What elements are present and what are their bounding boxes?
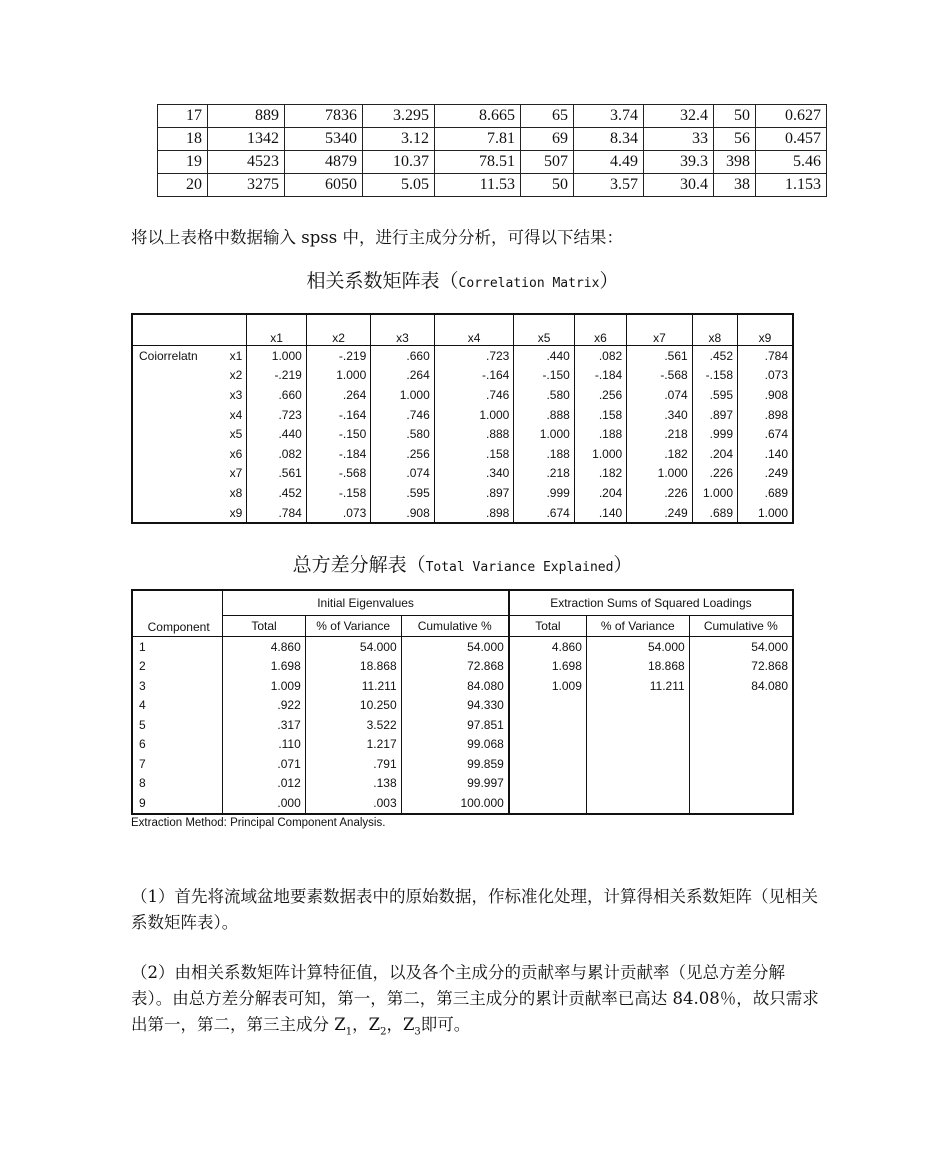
table-cell: 4879	[285, 151, 363, 174]
table-cell: .452	[247, 483, 306, 503]
table-cell: .999	[514, 483, 574, 503]
table-row	[132, 503, 793, 524]
table-cell: .791	[305, 754, 401, 774]
table-cell: .440	[514, 346, 574, 366]
table-cell: 50	[714, 105, 756, 128]
table-row	[132, 385, 793, 405]
table-cell: .140	[574, 503, 626, 524]
table-cell	[509, 735, 587, 755]
initial-eigenvalues-header: Initial Eigenvalues	[223, 590, 509, 616]
column-header: % of Variance	[305, 616, 401, 637]
table-cell: 1.009	[223, 676, 305, 696]
table-cell: 7.81	[435, 128, 521, 151]
table-row	[132, 444, 793, 464]
column-header: % of Variance	[586, 616, 689, 637]
table-cell: 3.295	[363, 105, 435, 128]
table-cell: .440	[247, 424, 306, 444]
table-row	[158, 105, 827, 128]
table-cell: 4523	[208, 151, 285, 174]
table-cell: 18	[158, 128, 208, 151]
table-cell: 56	[714, 128, 756, 151]
table-cell	[509, 754, 587, 774]
table-cell	[689, 793, 793, 814]
table-row	[132, 657, 793, 677]
table-cell: 1.000	[434, 405, 514, 425]
table-cell: 3.74	[574, 105, 644, 128]
table-cell: .452	[692, 346, 737, 366]
table-cell: .138	[305, 774, 401, 794]
table-cell: 1.000	[574, 444, 626, 464]
table-cell: 1.000	[738, 503, 794, 524]
table-cell: -.184	[306, 444, 370, 464]
table-row	[132, 735, 793, 755]
caption-en: Total Variance Explained	[425, 560, 614, 575]
table-cell: .074	[627, 385, 692, 405]
table-cell: .674	[738, 424, 794, 444]
table-cell: 54.000	[689, 637, 793, 657]
table-cell	[689, 754, 793, 774]
table-cell: 97.851	[401, 715, 509, 735]
z1-symbol: $Z_1$	[334, 1015, 353, 1038]
table-cell	[586, 774, 689, 794]
table-row	[132, 696, 793, 716]
table-cell: .000	[223, 793, 305, 814]
table-cell: .897	[434, 483, 514, 503]
table-cell: 1.000	[371, 385, 434, 405]
table-cell: 1342	[208, 128, 285, 151]
table-cell: 1.217	[305, 735, 401, 755]
table-cell: 99.068	[401, 735, 509, 755]
table-cell: .226	[692, 464, 737, 484]
table-cell: 17	[158, 105, 208, 128]
table-cell: 18.868	[586, 657, 689, 677]
table-cell: 11.53	[435, 174, 521, 197]
table-cell	[586, 735, 689, 755]
paragraph-2-text: （2）由相关系数矩阵计算特征值，以及各个主成分的贡献率与累计贡献率（见总方差分解表）。由总方差分解表可知，第一，第二，第三主成分的累计贡献率已高达 84.08％，故只需求出第一，第二，第三主成分	[131, 963, 819, 1034]
column-header: Cumulative %	[689, 616, 793, 637]
table-cell: .249	[627, 503, 692, 524]
table-cell: 507	[521, 151, 574, 174]
table-row	[132, 676, 793, 696]
table-cell: 54.000	[401, 637, 509, 657]
table-cell: 6050	[285, 174, 363, 197]
table-cell: .188	[574, 424, 626, 444]
table-cell: 18.868	[305, 657, 401, 677]
caption-en: Correlation Matrix	[458, 276, 600, 291]
row-variable: x2	[229, 368, 243, 383]
table-cell: 4.860	[509, 637, 587, 657]
table-cell: .561	[247, 464, 306, 484]
table-cell: 99.859	[401, 754, 509, 774]
table-cell: 3275	[208, 174, 285, 197]
table-row	[132, 774, 793, 794]
table-cell: 100.000	[401, 793, 509, 814]
table-row	[132, 754, 793, 774]
table-cell: .898	[434, 503, 514, 524]
table-cell: .158	[434, 444, 514, 464]
column-header: x9	[738, 314, 794, 346]
empty-cell	[132, 405, 211, 425]
table-cell: 4.860	[223, 637, 305, 657]
column-header: Total	[223, 616, 305, 637]
caption-close: ）	[613, 554, 633, 576]
table-cell: 7836	[285, 105, 363, 128]
table-cell: 39.3	[644, 151, 714, 174]
table-cell: .595	[371, 483, 434, 503]
table-cell: .188	[514, 444, 574, 464]
empty-cell	[132, 385, 211, 405]
table-cell: .723	[434, 346, 514, 366]
table-cell	[509, 696, 587, 716]
table-cell: 50	[521, 174, 574, 197]
caption-close: ）	[599, 270, 619, 292]
table-cell	[586, 793, 689, 814]
table-cell: .204	[574, 483, 626, 503]
component-number: 8	[139, 776, 146, 791]
table-cell	[689, 696, 793, 716]
table-cell: .723	[247, 405, 306, 425]
table-cell: 1.000	[306, 366, 370, 386]
column-header: x1	[247, 314, 306, 346]
correlation-matrix-caption	[131, 266, 794, 293]
empty-cell	[132, 483, 211, 503]
table-cell: 94.330	[401, 696, 509, 716]
table-cell	[586, 696, 689, 716]
caption-cn: 相关系数矩阵表（	[306, 270, 459, 292]
table-cell: 3.12	[363, 128, 435, 151]
table-cell: 1.009	[509, 676, 587, 696]
paragraph-1: （1）首先将流域盆地要素数据表中的原始数据，作标准化处理，计算得相关系数矩阵（见相关系数矩阵表）。	[131, 887, 818, 932]
table-cell: .784	[738, 346, 794, 366]
column-header: x2	[306, 314, 370, 346]
header-row	[132, 314, 793, 346]
table-row	[132, 405, 793, 425]
column-header: x5	[514, 314, 574, 346]
table-cell: .580	[371, 424, 434, 444]
extraction-method-note: Extraction Method: Principal Component Analysis.	[131, 817, 386, 829]
table-cell: .660	[371, 346, 434, 366]
column-header: x7	[627, 314, 692, 346]
table-cell: 84.080	[401, 676, 509, 696]
table-cell: .317	[223, 715, 305, 735]
table-cell: .908	[738, 385, 794, 405]
table-cell: 4.49	[574, 151, 644, 174]
table-cell: .003	[305, 793, 401, 814]
table-row	[158, 128, 827, 151]
column-header: x8	[692, 314, 737, 346]
table-cell: 1.000	[692, 483, 737, 503]
table-cell: .689	[738, 483, 794, 503]
table-cell: -.150	[306, 424, 370, 444]
table-cell: .074	[371, 464, 434, 484]
table-cell: .689	[692, 503, 737, 524]
table-cell: 1.153	[756, 174, 827, 197]
table-cell: 5.46	[756, 151, 827, 174]
table-cell: -.568	[627, 366, 692, 386]
table-cell: .218	[514, 464, 574, 484]
table-cell: .888	[434, 424, 514, 444]
table-cell: .746	[371, 405, 434, 425]
table-cell: 1.698	[509, 657, 587, 677]
table-cell: .888	[514, 405, 574, 425]
column-header: x3	[371, 314, 434, 346]
table-cell: 10.37	[363, 151, 435, 174]
table-row	[132, 793, 793, 814]
variance-table-caption	[131, 550, 794, 577]
column-header: Total	[509, 616, 587, 637]
component-header: Component	[132, 590, 223, 637]
caption-cn: 总方差分解表（	[292, 554, 426, 576]
table-cell: 11.211	[586, 676, 689, 696]
table-cell	[509, 774, 587, 794]
table-cell: 1.000	[514, 424, 574, 444]
component-number: 6	[139, 737, 146, 752]
table-cell: -.219	[247, 366, 306, 386]
table-cell: .218	[627, 424, 692, 444]
table-cell: .249	[738, 464, 794, 484]
group-header-row	[132, 590, 793, 616]
component-number: 3	[139, 678, 146, 693]
row-variable: x3	[229, 387, 243, 402]
table-cell: .264	[306, 385, 370, 405]
table-cell: .922	[223, 696, 305, 716]
table-row	[132, 346, 793, 366]
table-cell: -.219	[306, 346, 370, 366]
table-cell	[509, 715, 587, 735]
table-cell: .660	[247, 385, 306, 405]
table-cell: 30.4	[644, 174, 714, 197]
table-cell: .182	[574, 464, 626, 484]
table-cell: 398	[714, 151, 756, 174]
table-cell: -.158	[306, 483, 370, 503]
table-cell: 78.51	[435, 151, 521, 174]
table-cell: .204	[692, 444, 737, 464]
component-number: 2	[139, 659, 146, 674]
component-number: 5	[139, 717, 146, 732]
table-cell: 65	[521, 105, 574, 128]
table-cell: .082	[247, 444, 306, 464]
table-cell: .264	[371, 366, 434, 386]
row-variable: x6	[229, 446, 243, 461]
extraction-loadings-header: Extraction Sums of Squared Loadings	[509, 590, 793, 616]
empty-cell	[132, 366, 211, 386]
corner-cell	[211, 314, 247, 346]
table-cell: 38	[714, 174, 756, 197]
table-cell: 33	[644, 128, 714, 151]
table-row	[132, 715, 793, 735]
table-row	[132, 483, 793, 503]
table-cell: -.184	[574, 366, 626, 386]
table-cell: 72.868	[401, 657, 509, 677]
table-cell: 3.57	[574, 174, 644, 197]
column-header: x4	[434, 314, 514, 346]
column-header: Cumulative %	[401, 616, 509, 637]
table-cell	[509, 793, 587, 814]
table-cell: 1.000	[627, 464, 692, 484]
table-row	[132, 424, 793, 444]
table-cell: -.150	[514, 366, 574, 386]
table-cell: .158	[574, 405, 626, 425]
table-cell: 8.665	[435, 105, 521, 128]
z3-symbol: $Z_3$	[402, 1015, 421, 1038]
corner-cell	[132, 314, 211, 346]
table-cell: .908	[371, 503, 434, 524]
table-cell: .897	[692, 405, 737, 425]
table-cell: 1.698	[223, 657, 305, 677]
paragraph-2: （2）由相关系数矩阵计算特征值，以及各个主成分的贡献率与累计贡献率（见总方差分解表）。由总方差分解表可知，第一，第二，第三主成分的累计贡献率已高达 84.08％，故只需求出第一，第二，第三主成分 $Z_1$，$Z_2$，$Z_3$即可。	[131, 963, 819, 1038]
empty-cell	[132, 503, 211, 524]
component-number: 4	[139, 698, 146, 713]
row-variable: x9	[229, 505, 243, 520]
table-cell: .226	[627, 483, 692, 503]
correlation-matrix-table	[131, 313, 794, 524]
table-cell: .073	[738, 366, 794, 386]
row-variable: x5	[229, 427, 243, 442]
table-cell: 20	[158, 174, 208, 197]
table-cell: -.158	[692, 366, 737, 386]
table-cell: 32.4	[644, 105, 714, 128]
column-header: x6	[574, 314, 626, 346]
table-cell: .073	[306, 503, 370, 524]
table-row	[132, 637, 793, 657]
table-cell: .110	[223, 735, 305, 755]
table-cell: .256	[371, 444, 434, 464]
empty-cell	[132, 444, 211, 464]
table-cell: .071	[223, 754, 305, 774]
table-cell: -.164	[306, 405, 370, 425]
table-cell: 5.05	[363, 174, 435, 197]
table-cell: 69	[521, 128, 574, 151]
table-row	[132, 366, 793, 386]
table-cell: .140	[738, 444, 794, 464]
total-variance-table	[131, 589, 794, 815]
table-cell: 84.080	[689, 676, 793, 696]
table-cell: .898	[738, 405, 794, 425]
table-cell: 3.522	[305, 715, 401, 735]
table-cell: 19	[158, 151, 208, 174]
table-cell: .746	[434, 385, 514, 405]
table-cell: -.164	[434, 366, 514, 386]
table-cell: .340	[627, 405, 692, 425]
row-variable: x4	[229, 407, 243, 422]
data-table-rows-17-20	[157, 104, 827, 197]
table-cell: -.568	[306, 464, 370, 484]
paragraph-2-end: 即可。	[420, 1015, 471, 1034]
table-row	[132, 464, 793, 484]
table-cell	[689, 735, 793, 755]
table-cell: 54.000	[305, 637, 401, 657]
table-cell: 72.868	[689, 657, 793, 677]
table-cell	[586, 754, 689, 774]
table-cell: .999	[692, 424, 737, 444]
component-number: 1	[139, 639, 146, 654]
empty-cell	[132, 464, 211, 484]
table-cell: 11.211	[305, 676, 401, 696]
table-cell: 889	[208, 105, 285, 128]
table-cell: .561	[627, 346, 692, 366]
table-cell: .784	[247, 503, 306, 524]
table-cell: 54.000	[586, 637, 689, 657]
table-cell: 0.457	[756, 128, 827, 151]
row-group-label: Coiorrelatn	[139, 348, 198, 363]
row-variable: x7	[229, 466, 243, 481]
table-cell: 8.34	[574, 128, 644, 151]
row-variable: x8	[229, 485, 243, 500]
table-cell: 99.997	[401, 774, 509, 794]
row-variable: x1	[229, 348, 243, 363]
z2-symbol: $Z_2$	[368, 1015, 387, 1038]
table-cell: .012	[223, 774, 305, 794]
table-row	[158, 174, 827, 197]
table-cell: .182	[627, 444, 692, 464]
table-cell	[689, 774, 793, 794]
table-cell: .595	[692, 385, 737, 405]
table-cell: .082	[574, 346, 626, 366]
empty-cell	[132, 424, 211, 444]
table-cell: .580	[514, 385, 574, 405]
table-cell: 1.000	[247, 346, 306, 366]
table-cell: 10.250	[305, 696, 401, 716]
table-cell: .674	[514, 503, 574, 524]
sub-header-row	[132, 616, 793, 637]
component-number: 9	[139, 795, 146, 810]
component-number: 7	[139, 756, 146, 771]
intro-text: 将以上表格中数据输入 spss 中，进行主成分分析，可得以下结果：	[131, 228, 623, 247]
table-cell: .256	[574, 385, 626, 405]
table-cell: 5340	[285, 128, 363, 151]
table-cell: 0.627	[756, 105, 827, 128]
table-row	[158, 151, 827, 174]
table-cell	[689, 715, 793, 735]
table-cell: .340	[434, 464, 514, 484]
table-cell	[586, 715, 689, 735]
